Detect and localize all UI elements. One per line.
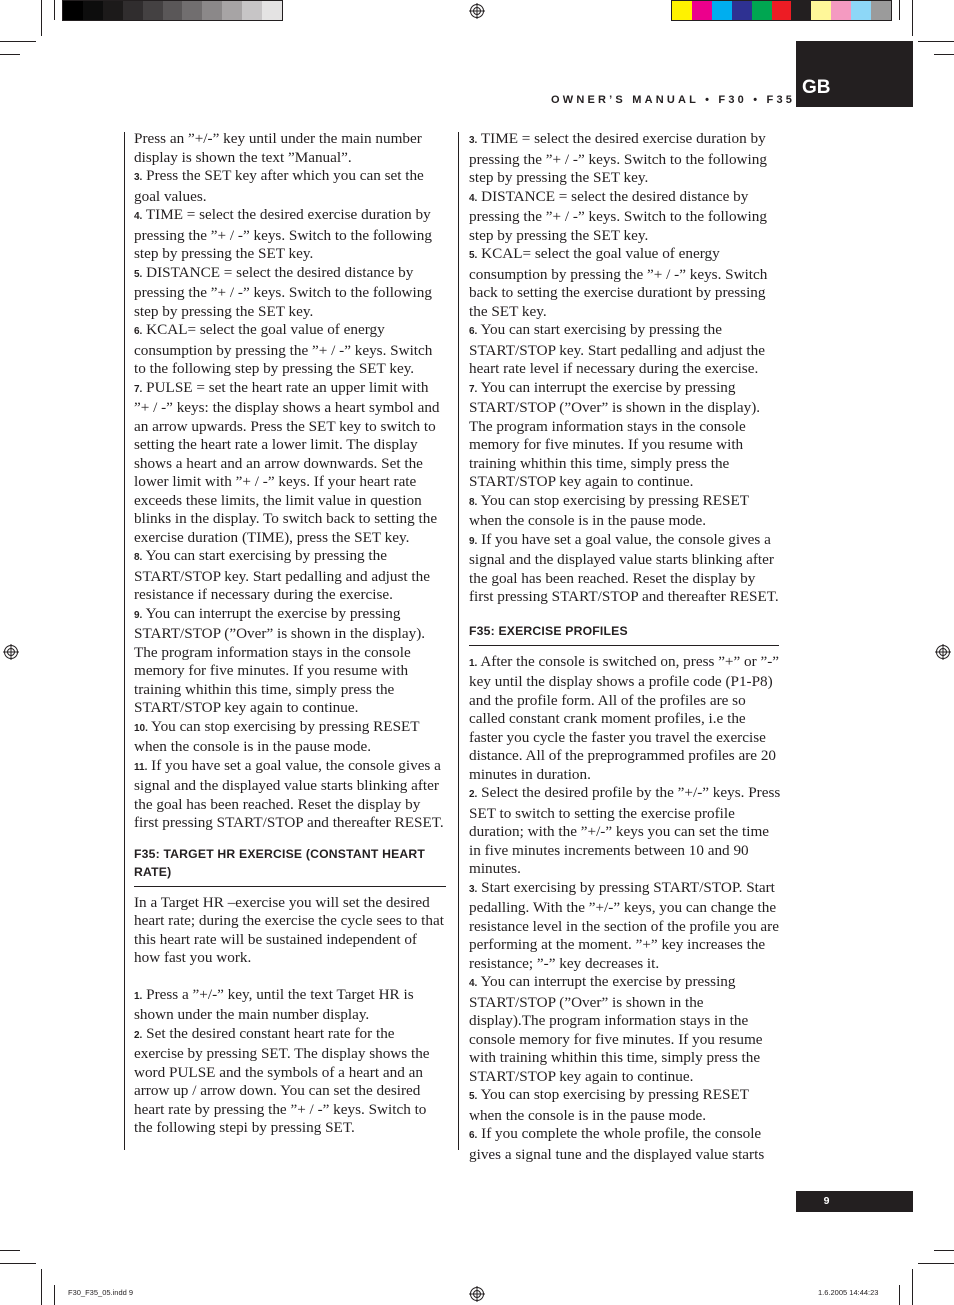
list-item (134, 1025, 446, 1138)
step-number: 5. (469, 1091, 478, 1102)
list-item (469, 188, 781, 246)
color-swatch (851, 1, 871, 20)
step-text: Press a ”+/-” key, until the text Target HR is shown under the main number display. (134, 985, 414, 1023)
column-rule-left (124, 132, 125, 1150)
step-text: You can start exercising by pressing the START/STOP key. Start pedalling and adjust the resistance if necessary during the exercise. (134, 547, 430, 603)
registration-mark-icon (469, 3, 485, 19)
step-number: 7. (134, 383, 143, 395)
slug-datetime: 1.6.2005 14:44:23 (818, 1288, 879, 1297)
step-text: Press the SET key after which you can set the goal values. (134, 167, 424, 205)
list-item (134, 718, 446, 757)
crop-mark (912, 0, 913, 36)
step-text: You can interrupt the exercise by pressing START/STOP (”Over” is shown in the display). The program information stays in the console memory for five minutes. If you resume with training whithin this time, simply press the START/STOP key again to continue. (134, 604, 426, 716)
right-step-list (469, 130, 781, 607)
color-swatch (123, 1, 143, 20)
crop-mark (0, 54, 20, 55)
crop-mark (41, 0, 42, 36)
crop-mark (934, 54, 954, 55)
registration-mark-icon (469, 1286, 485, 1302)
list-item (134, 757, 446, 833)
list-item (134, 605, 446, 718)
list-item (469, 1125, 781, 1164)
step-text: You can start exercising by pressing the START/STOP key. Start pedalling and adjust the heart rate level if necessary during the exercise. (469, 321, 765, 377)
crop-mark (899, 1285, 900, 1305)
step-text: KCAL= select the goal value of energy consumption by pressing the ”+ / -” keys. Switch to the following step by pressing the SET key. (134, 321, 433, 377)
step-number: 6. (469, 1130, 478, 1141)
step-number: 6. (469, 326, 478, 337)
step-text: DISTANCE = select the desired distance by pressing the ”+ / -” keys. Switch to the following step by pressing the SET key. (134, 263, 432, 320)
step-text: Select the desired profile by the ”+/-” keys. Press SET to switch to setting the exercise profile duration; with the ”+/-” keys you can set the time in five minutes increments between 10 and 90 minutes. (469, 784, 781, 877)
color-swatch (222, 1, 242, 20)
step-text: TIME = select the desired exercise duration by pressing the ”+ / -” keys. Switch to the following step by pressing the SET key. (134, 206, 432, 262)
step-number: 3. (134, 172, 143, 183)
color-swatch (103, 1, 123, 20)
list-item (134, 264, 446, 322)
crop-mark (54, 1285, 55, 1305)
step-number: 1. (134, 990, 143, 1002)
step-number: 11. (134, 761, 148, 773)
color-swatch (712, 1, 732, 20)
color-swatch (672, 1, 692, 20)
step-text: If you have set a goal value, the console gives a signal and the displayed value starts blinking after the goal has been reached. Reset the display by first pressing START/STOP and thereafter RESET. (134, 756, 444, 831)
step-number: 3. (469, 135, 478, 146)
step-text: DISTANCE = select the desired distance by pressing the ”+ / -” keys. Switch to the following step by pressing the SET key. (469, 187, 767, 244)
slug-file-name: F30_F35_05.indd 9 (68, 1288, 134, 1297)
step-number: 4. (469, 978, 478, 989)
list-item (134, 321, 446, 379)
crop-mark (899, 0, 900, 20)
step-text: You can stop exercising by pressing RESET when the console is in the pause mode. (134, 717, 420, 755)
step-text: If you complete the whole profile, the console gives a signal tune and the displayed value starts (469, 1125, 765, 1163)
color-swatch (242, 1, 262, 20)
step-number: 8. (469, 496, 478, 508)
list-item (134, 206, 446, 264)
process-color-bar (671, 0, 892, 21)
color-swatch (63, 1, 83, 20)
crop-mark (934, 1250, 954, 1251)
grayscale-color-bar (62, 0, 283, 21)
crop-mark (918, 41, 954, 42)
list-item (134, 130, 446, 167)
color-swatch (182, 1, 202, 20)
list-item (134, 167, 446, 206)
list-item (469, 130, 781, 188)
step-text: Start exercising by pressing START/STOP. Start pedalling. With the ”+/-” keys, you can change the resistance level in the section of the profile you are performing at the moment. ”+” key increases the resistance; ”-” key decreases it. (469, 878, 779, 972)
step-text: You can interrupt the exercise by pressing START/STOP (”Over” is shown in the display).The program information stays in the console memory for five minutes. If you resume with training whithin this time, simply press the START/STOP key again to continue. (469, 973, 763, 1085)
crop-mark (912, 1269, 913, 1305)
color-swatch (732, 1, 752, 20)
step-number: 10. (134, 722, 148, 734)
color-swatch (83, 1, 103, 20)
step-text: You can stop exercising by pressing RESET when the console is in the pause mode. (469, 491, 749, 529)
list-item (469, 321, 781, 379)
registration-mark-icon (3, 644, 19, 660)
step-text: KCAL= select the goal value of energy consumption by pressing the ”+ / -” keys. Switch back to setting the exercise durationt by pressing the SET key. (469, 245, 768, 320)
color-swatch (202, 1, 222, 20)
step-text: If you have set a goal value, the console gives a signal and the displayed value starts blinking after the goal has been reached. Reset the display by first pressing START/STOP and thereafter RESET. (469, 530, 779, 605)
step-number: 4. (469, 192, 478, 204)
color-swatch (831, 1, 851, 20)
language-code: GB (802, 77, 831, 98)
list-item (469, 653, 781, 785)
step-text: Press an ”+/-” key until under the main number display is shown the text ”Manual”. (134, 130, 422, 166)
color-swatch (772, 1, 792, 20)
step-number: 2. (469, 789, 478, 800)
list-item (469, 531, 781, 607)
step-number: 4. (134, 211, 143, 222)
column-rule-middle (458, 132, 459, 1150)
right-column (469, 130, 781, 1164)
profiles-step-list (469, 653, 781, 1165)
list-item (134, 379, 446, 548)
step-number: 1. (469, 657, 478, 669)
left-column (134, 130, 446, 1138)
list-item (469, 245, 781, 321)
step-number: 2. (134, 1029, 143, 1041)
step-text: You can stop exercising by pressing RESET when the console is in the pause mode. (469, 1086, 749, 1124)
list-item (134, 547, 446, 605)
registration-mark-icon (935, 644, 951, 660)
section-heading-target-hr: F35: TARGET HR EXERCISE (CONSTANT HEART RATE) (134, 845, 446, 887)
step-text: TIME = select the desired exercise duration by pressing the ”+ / -” keys. Switch to the following step by pressing the SET key. (469, 130, 767, 186)
step-number: 8. (134, 552, 143, 563)
step-number: 9. (134, 609, 143, 621)
section-heading-profiles: F35: EXERCISE PROFILES (469, 622, 779, 646)
target-hr-step-list (134, 986, 446, 1138)
list-item (469, 492, 781, 531)
step-text: You can interrupt the exercise by pressing START/STOP (”Over” is shown in the display). The program information stays in the console memory for five minutes. If you resume with training whithin this time, simply press the START/STOP key again to continue. (469, 378, 761, 490)
step-number: 3. (469, 883, 478, 895)
language-tab (796, 41, 913, 107)
crop-mark (0, 1250, 20, 1251)
list-item (469, 784, 781, 879)
step-number: 5. (134, 268, 143, 280)
manual-title: OWNER’S MANUAL • F30 • F35 (551, 94, 796, 106)
step-number: 7. (469, 383, 478, 395)
step-number: 6. (134, 326, 143, 337)
crop-mark (54, 0, 55, 20)
target-hr-intro: In a Target HR –exercise you will set the desired heart rate; during the exercise the cycle sees to that this heart rate will be sustained independent of how fast you work. (134, 893, 444, 966)
color-swatch (262, 1, 282, 20)
crop-mark (918, 1263, 954, 1264)
step-number: 5. (469, 250, 478, 261)
color-swatch (143, 1, 163, 20)
list-item (469, 1086, 781, 1125)
crop-mark (41, 1269, 42, 1305)
color-swatch (811, 1, 831, 20)
left-step-list (134, 130, 446, 833)
color-swatch (163, 1, 183, 20)
crop-mark (0, 1263, 36, 1264)
step-text: PULSE = set the heart rate an upper limit with ”+ / -” keys: the display shows a heart symbol and an arrow upwards. Press the SET key to switch to setting the heart rate a lower limit. The display shows a heart and an arrow downwards. Set the lower limit with ”+ / -” keys. If your heart rate exceeds these limits, the limit value in question blinks in the display. To switch back to setting the exercise duration (TIME), press the SET key. (134, 378, 440, 546)
step-number: 9. (469, 535, 478, 547)
color-swatch (871, 1, 891, 20)
page-number: 9 (796, 1191, 913, 1212)
color-swatch (692, 1, 712, 20)
list-item (134, 986, 446, 1025)
list-item (469, 973, 781, 1086)
step-text: Set the desired constant heart rate for the exercise by pressing SET. The display shows the word PULSE and the symbols of a heart and an arrow up / arrow down. You can set the desired heart rate by pressing the ”+ / -” keys. Switch to the following stepi by pressing SET. (134, 1024, 430, 1136)
color-swatch (752, 1, 772, 20)
list-item (469, 379, 781, 492)
list-item (469, 879, 781, 974)
step-text: After the console is switched on, press ”+” or ”-” key until the display shows a profile code (P1-P8) and the profile form. All of the profiles are so called constant crank moment profiles, i.e the faster you cycle the faster you travel the exercise distance. All of the preprogrammed profiles are 20 minutes in duration. (469, 652, 780, 783)
color-swatch (791, 1, 811, 20)
crop-mark (0, 41, 36, 42)
